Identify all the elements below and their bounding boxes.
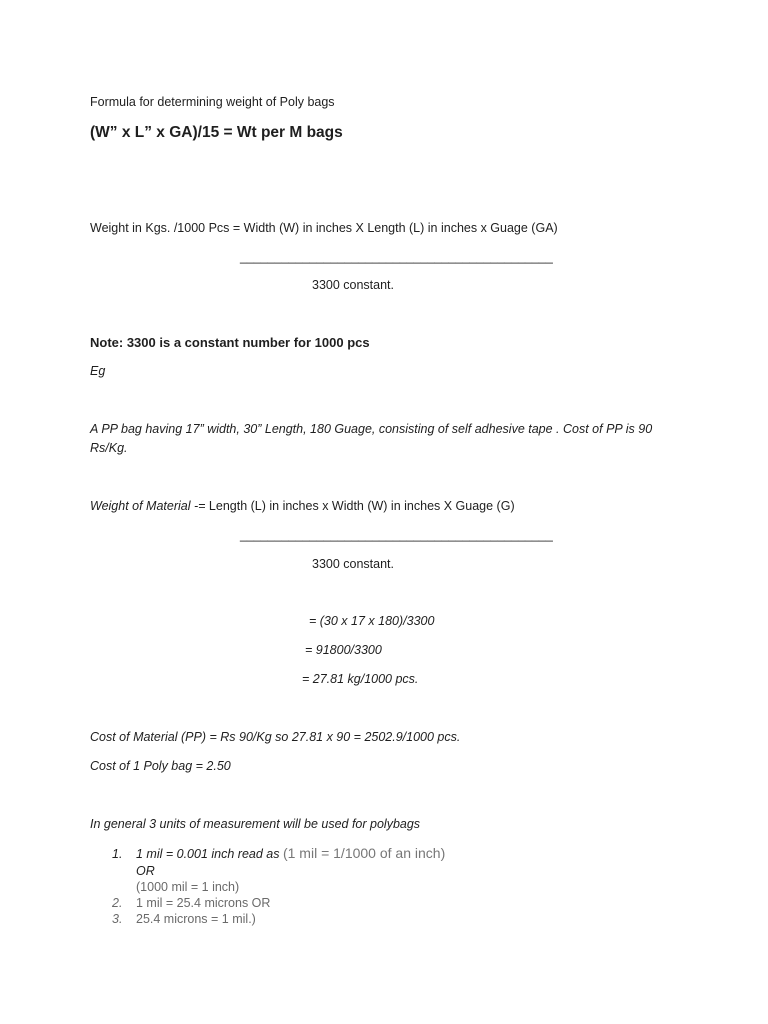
weight-of-material-line — [90, 497, 515, 515]
formula-title: (W” x L” x GA)/15 = Wt per M bags — [90, 124, 343, 141]
note: Note: 3300 is a constant number for 1000 pcs — [90, 335, 370, 350]
list-item-2 — [112, 895, 270, 911]
list-item-3 — [112, 911, 256, 927]
heading: Formula for determining weight of Poly bags — [90, 95, 335, 109]
fraction-divider-1: _____________________________________________ — [240, 250, 553, 264]
list-item-3-text: 25.4 microns = 1 mil.) — [136, 912, 256, 926]
list-item-1-or: OR — [136, 864, 155, 878]
list-number-1: 1. — [112, 847, 123, 861]
cost-of-poly-bag: Cost of 1 Poly bag = 2.50 — [90, 759, 231, 773]
list-item-1-text: 1 mil = 0.001 inch read as — [136, 847, 283, 861]
constant-label-2: 3300 constant. — [312, 557, 395, 571]
list-item-1-sub: (1000 mil = 1 inch) — [136, 880, 240, 894]
calculation-step-3: = 27.81 kg/1000 pcs. — [302, 672, 419, 686]
list-number-2: 2. — [112, 896, 123, 910]
weight-of-material-formula: Length (L) in inches x Width (W) in inches X Guage (G) — [205, 499, 515, 513]
list-item-2-text: 1 mil = 25.4 microns OR — [136, 896, 271, 910]
example-label: Eg — [90, 364, 106, 378]
weight-of-material-label: Weight of Material -= — [90, 499, 206, 513]
fraction-divider-2: _____________________________________________ — [240, 528, 553, 542]
calculation-step-1: = (30 x 17 x 180)/3300 — [309, 614, 435, 628]
list-number-3: 3. — [112, 912, 123, 926]
calculation-step-2: = 91800/3300 — [305, 643, 382, 657]
weight-formula-line: Weight in Kgs. /1000 Pcs = Width (W) in inches X Length (L) in inches x Guage (GA) — [90, 221, 558, 235]
list-item-1 — [112, 845, 445, 862]
example-description: A PP bag having 17” width, 30” Length, 180 Guage, consisting of self adhesive tape . Cost of PP is 90 Rs/Kg. — [90, 422, 653, 455]
list-item-1-paren: (1 mil = 1/1000 of an inch) — [282, 845, 446, 861]
constant-label-1: 3300 constant. — [312, 278, 395, 292]
cost-of-material: Cost of Material (PP) = Rs 90/Kg so 27.81 x 90 = 2502.9/1000 pcs. — [90, 730, 461, 744]
units-intro: In general 3 units of measurement will be used for polybags — [90, 817, 421, 831]
